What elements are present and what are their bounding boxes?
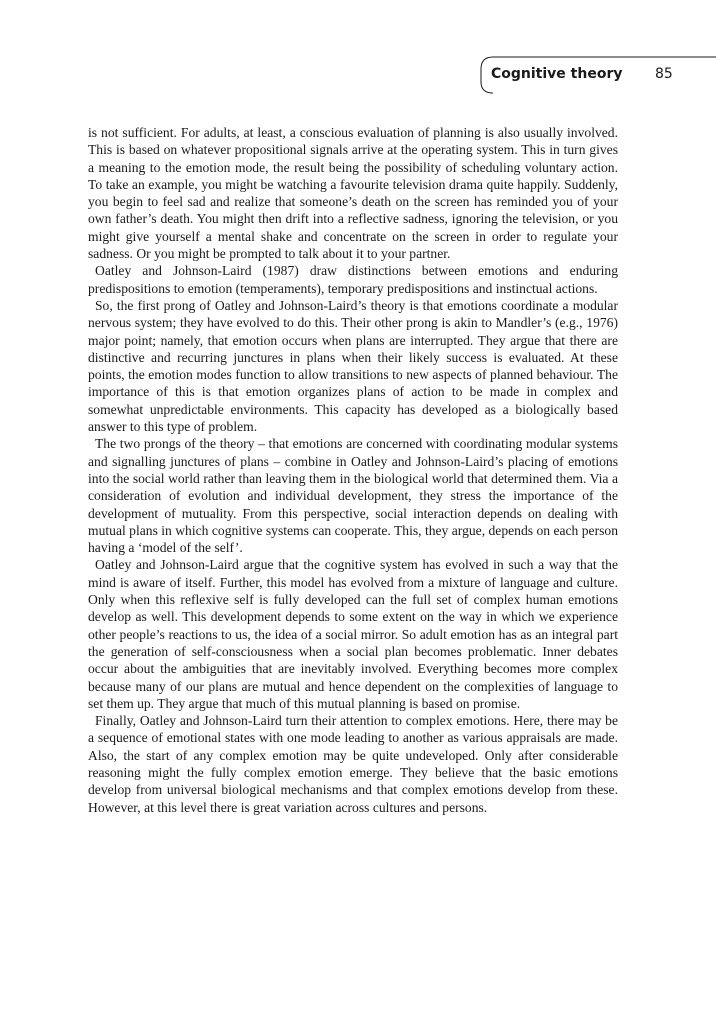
chapter-title: Cognitive theory [491,66,623,82]
paragraph: Oatley and Johnson-Laird (1987) draw distinctions between emotions and enduring predispositions to emotion (temperaments), temporary predispositions and instinctual actions. [88,263,618,296]
page-number: 85 [655,66,673,82]
paragraph: is not sufficient. For adults, at least, a conscious evaluation of planning is also usually involved. This is based on whatever propositional signals arrive at the operating system. This in turn gives a meaning to the emotion mode, the result being the possibility of scheduling voluntary action. To take an example, you might be watching a favourite television drama quite happily. Suddenly, you begin to feel sad and realize that someone’s death on the screen has reminded you of your own father’s death. You might then drift into a reflective sadness, ignoring the television, or you might give yourself a mental shake and concentrate on the screen in order to regulate your sadness. Or you might be prompted to talk about it to your partner. [88,125,618,262]
paragraph: So, the first prong of Oatley and Johnson-Laird’s theory is that emotions coordinate a modular nervous system; they have evolved to do this. Their other prong is akin to Mandler’s (e.g., 1976) major point; namely, that emotion occurs when plans are interrupted. They argue that there are distinctive and recurring junctures in plans when their likely success is evaluated. At these points, the emotion modes function to allow transitions to new aspects of planned behaviour. The importance of this is that emotion organizes plans of action to be made in complex and somewhat unpredictable environments. This capacity has developed as a biologically based answer to this type of problem. [88,297,618,435]
paragraph: Finally, Oatley and Johnson-Laird turn their attention to complex emotions. Here, there may be a sequence of emotional states with one mode leading to another as various appraisals are made. Also, the start of any complex emotion may be quite undeveloped. Only after considerable reasoning might the fully complex emotion emerge. They believe that the basic emotions develop from universal biological mechanisms and that complex emotions develop from these. However, at this level there is great variation across cultures and persons. [88,713,618,815]
body-text [88,124,618,816]
paragraph: Oatley and Johnson-Laird argue that the cognitive system has evolved in such a way that the mind is aware of itself. Further, this model has evolved from a mixture of language and culture. Only when this reflexive self is fully developed can the full set of complex human emotions develop as well. This development depends to some extent on the way in which we experience other people’s reactions to us, the idea of a social mirror. So adult emotion has as an integral part the generation of self-consciousness when a social plan becomes problematic. Inner debates occur about the ambiguities that are inevitably involved. Everything becomes more complex because many of our plans are mutual and hence dependent on the complexities of language to set them up. They argue that much of this mutual planning is based on promise. [88,557,618,711]
paragraph: The two prongs of the theory – that emotions are concerned with coordinating modular systems and signalling junctures of plans – combine in Oatley and Johnson-Laird’s placing of emotions into the social world rather than leaving them in the biological world that determined them. Via a consideration of evolution and individual development, they stress the importance of the development of mutuality. From this perspective, social interaction depends on dealing with mutual plans in which cognitive systems can cooperate. This, they argue, depends on each person having a ‘model of the self’. [88,436,618,556]
running-head [475,56,716,94]
